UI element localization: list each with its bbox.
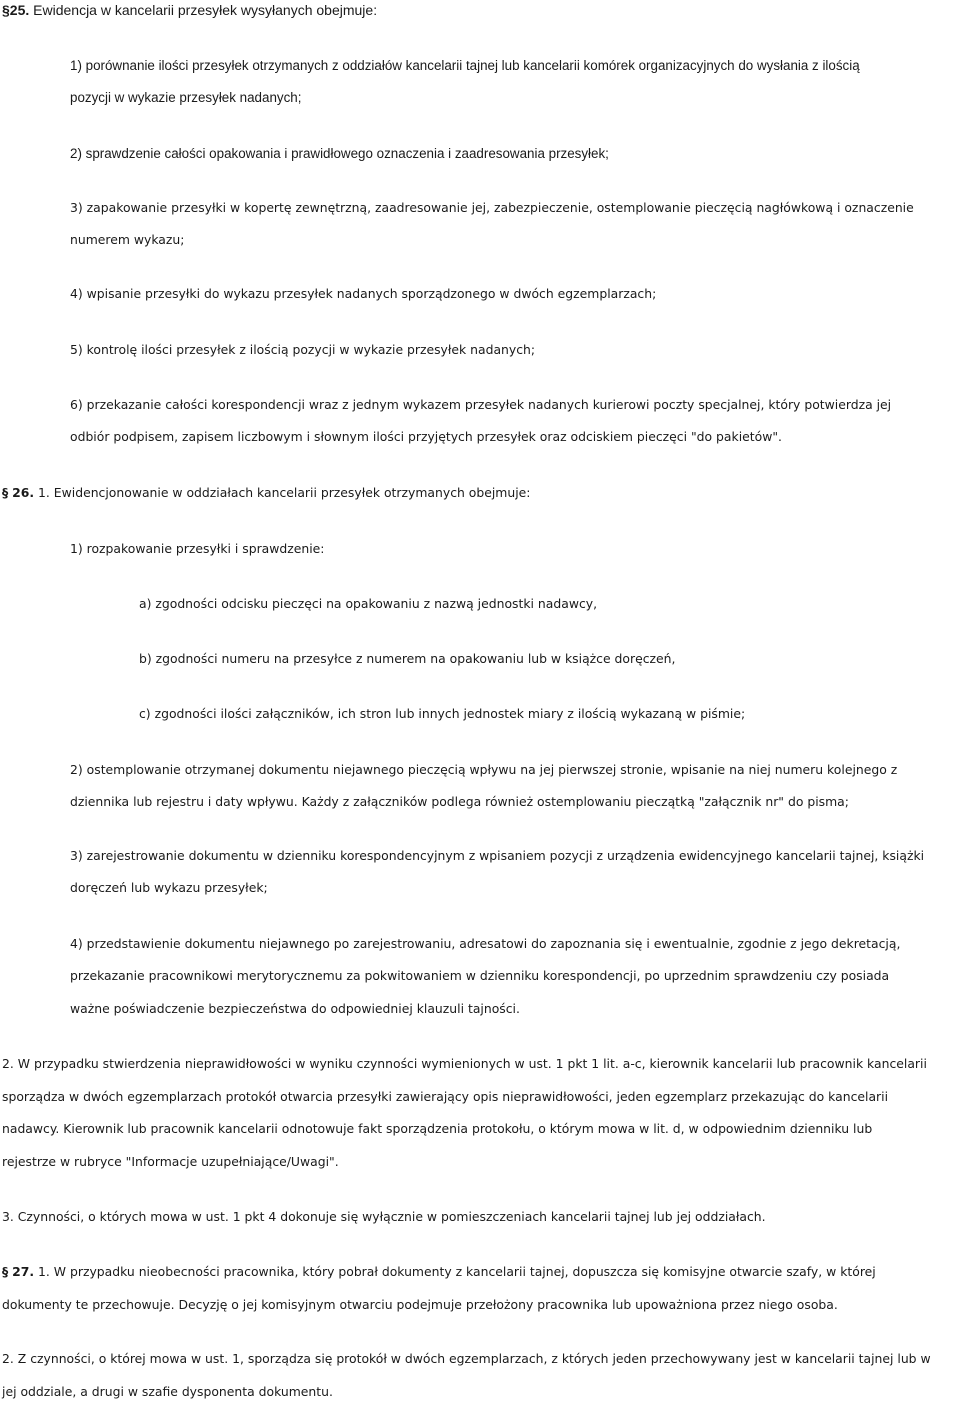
section-mark: § — [2, 2, 10, 18]
s26-item3-line1: 3) zarejestrowanie dokumentu w dzienniku korespondencyjnym z wpisaniem pozycji z urządzenia ewidencyjnego kancelarii tajnej, książki — [70, 848, 925, 863]
section-mark: § — [2, 1264, 9, 1279]
s25-item3-line1: 3) zapakowanie przesyłki w kopertę zewnętrzną, zaadresowanie jej, zabezpieczenie, ostemplowanie pieczęcią nagłówkową i oznaczenie — [70, 200, 914, 215]
s26-item1a: a) zgodności odcisku pieczęci na opakowaniu z nazwą jednostki nadawcy, — [139, 596, 598, 611]
section-27-heading — [2, 1264, 876, 1280]
s26-item1b: b) zgodności numeru na przesyłce z numerem na opakowaniu lub w książce doręczeń, — [139, 651, 676, 666]
section-heading-text: Ewidencja w kancelarii przesyłek wysyłanych obejmuje: — [29, 2, 378, 18]
section-heading-text: 1. Ewidencjonowanie w oddziałach kancelarii przesyłek otrzymanych obejmuje: — [34, 485, 531, 500]
section-26-heading — [2, 485, 530, 501]
section-number: 25. — [9, 2, 30, 18]
s26-p2-line4: rejestrze w rubryce "Informacje uzupełniające/Uwagi". — [2, 1154, 339, 1169]
s26-item2-line2: dziennika lub rejestru i daty wpływu. Każdy z załączników podlega również ostemplowaniu pieczątką "załącznik nr" do pisma; — [70, 794, 849, 809]
s26-item4-line1: 4) przedstawienie dokumentu niejawnego po zarejestrowaniu, adresatowi do zapoznania się i ewentualnie, zgodnie z jego dekretacją, — [70, 936, 901, 951]
section-heading-text: 1. W przypadku nieobecności pracownika, który pobrał dokumenty z kancelarii tajnej, dopuszcza się komisyjne otwarcie szafy, w której — [34, 1264, 876, 1279]
s27-p2-line2: jej oddziale, a drugi w szafie dysponenta dokumentu. — [2, 1384, 333, 1399]
s26-item3-line2: doręczeń lub wykazu przesyłek; — [70, 880, 268, 895]
s25-item4: 4) wpisanie przesyłki do wykazu przesyłek nadanych sporządzonego w dwóch egzemplarzach; — [70, 286, 657, 301]
section-number: 27. — [12, 1264, 35, 1279]
s25-item6-line1: 6) przekazanie całości korespondencji wraz z jednym wykazem przesyłek nadanych kurierowi poczty specjalnej, który potwierdza jej — [70, 397, 892, 412]
s26-item4-line3: ważne poświadczenie bezpieczeństwa do odpowiedniej klauzuli tajności. — [70, 1001, 520, 1016]
section-25-heading — [2, 2, 377, 18]
s26-p2-line2: sporządza w dwóch egzemplarzach protokół otwarcia przesyłki zawierający opis nieprawidłowości, jeden egzemplarz przekazując do kancelarii — [2, 1089, 889, 1104]
s26-item1c: c) zgodności ilości załączników, ich stron lub innych jednostek miary z ilością wykazaną w piśmie; — [139, 706, 746, 721]
s25-item1-line2: pozycji w wykazie przesyłek nadanych; — [70, 90, 302, 105]
s27-p2-line1: 2. Z czynności, o której mowa w ust. 1, sporządza się protokół w dwóch egzemplarzach, z których jeden przechowywany jest w kancelarii tajnej lub w — [2, 1351, 931, 1366]
s26-item2-line1: 2) ostemplowanie otrzymanej dokumentu niejawnego pieczęcią wpływu na jej pierwszej stronie, wpisanie na niej numeru kolejnego z — [70, 762, 898, 777]
s25-item3-line2: numerem wykazu; — [70, 232, 185, 247]
s26-p2-line3: nadawcy. Kierownik lub pracownik kancelarii odnotowuje fakt sporządzenia protokołu, o którym mowa w lit. d, w odpowiednim dzienniku lub — [2, 1121, 873, 1136]
s25-item6-line2: odbiór podpisem, zapisem liczbowym i słownym ilości przyjętych przesyłek oraz odciskiem pieczęci "do pakietów". — [70, 429, 782, 444]
s26-item1: 1) rozpakowanie przesyłki i sprawdzenie: — [70, 541, 325, 556]
s25-item5: 5) kontrolę ilości przesyłek z ilością pozycji w wykazie przesyłek nadanych; — [70, 342, 536, 357]
s25-item2: 2) sprawdzenie całości opakowania i prawidłowego oznaczenia i zaadresowania przesyłek; — [70, 146, 609, 161]
section-number: 26. — [12, 485, 35, 500]
s26-item4-line2: przekazanie pracownikowi merytorycznemu za pokwitowaniem w dzienniku korespondencji, po uprzednim sprawdzeniu czy posiada — [70, 968, 890, 983]
s26-p3: 3. Czynności, o których mowa w ust. 1 pkt 4 dokonuje się wyłącznie w pomieszczeniach kancelarii tajnej lub jej oddziałach. — [2, 1209, 766, 1224]
s25-item1-line1: 1) porównanie ilości przesyłek otrzymanych z oddziałów kancelarii tajnej lub kancelarii komórek organizacyjnych do wysłania z ilością — [70, 58, 860, 73]
s26-p2-line1: 2. W przypadku stwierdzenia nieprawidłowości w wyniku czynności wymienionych w ust. 1 pkt 1 lit. a-c, kierownik kancelarii lub pracownik kancelarii — [2, 1056, 927, 1071]
s27-p1-line2: dokumenty te przechowuje. Decyzję o jej komisyjnym otwarciu podejmuje przełożony pracownika lub upoważniona przez niego osoba. — [2, 1297, 838, 1312]
section-mark: § — [2, 485, 9, 500]
